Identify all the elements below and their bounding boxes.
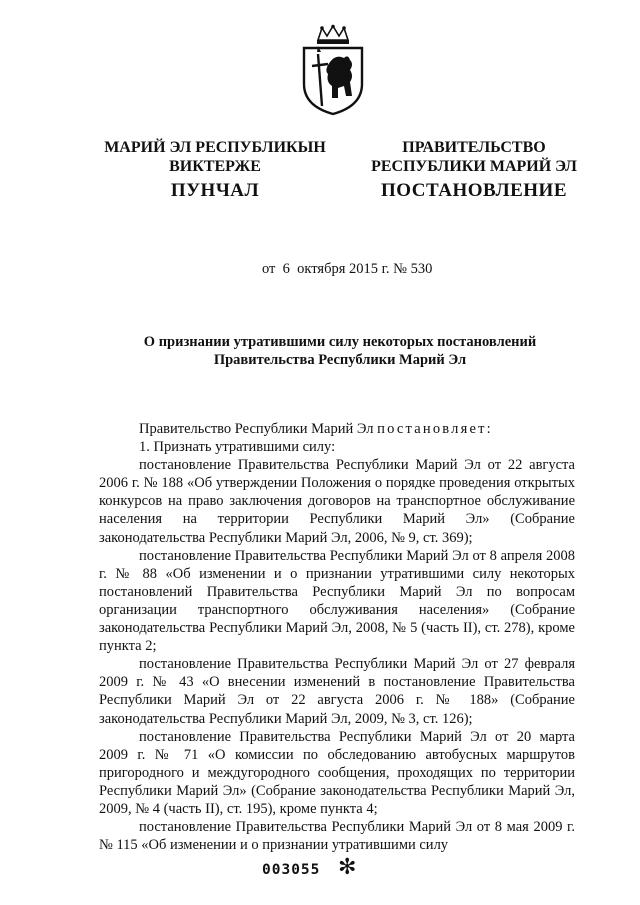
header-left — [90, 138, 340, 176]
document-title-line2: Правительства Республики Марий Эл — [213, 352, 467, 368]
header-right-line2: РЕСПУБЛИКИ МАРИЙ ЭЛ — [371, 158, 577, 175]
document-body — [99, 420, 575, 854]
date-number-line: от 6 октября 2015 г. № 530 — [262, 261, 433, 277]
header-right — [358, 138, 590, 176]
header-left-line1: МАРИЙ ЭЛ РЕСПУБЛИКЫН — [104, 139, 326, 156]
coat-of-arms-icon — [300, 24, 366, 116]
document-title-line1: О признании утратившими силу некоторых постановлений — [143, 334, 537, 350]
item-1: 1. Признать утратившими силу: — [139, 439, 336, 456]
body-paragraph: постановление Правительства Республики Марий Эл от 8 апреля 2008 г. № 88 «Об изменении и о признании утратившими силу некоторых постановлений Правительства Республики Марий Эл по вопросам организации транспортного обслуживания населения» (Собрание законодательства Республики Марий Эл, 2008, № 5 (часть II), ст. 278), кроме пункта 2; — [99, 547, 575, 655]
body-paragraph: постановление Правительства Республики Марий Эл от 20 марта 2009 г. № 71 «О комиссии по обследованию автобусных маршрутов пригородного и междугородного сообщения, проходящих по территории Республики Марий Эл» (Собрание законодательства Республики Марий Эл, 2009, № 4 (часть II), ст. 195), кроме пункта 4; — [99, 728, 575, 817]
doc-type-left: ПУНЧАЛ — [170, 180, 260, 201]
intro-resolves: постановляет: — [377, 421, 493, 437]
intro-paragraph — [99, 420, 575, 438]
body-paragraph: постановление Правительства Республики Марий Эл от 8 мая 2009 г. № 115 «Об изменении и о признании утратившими силу — [99, 819, 575, 854]
header-right-line1: ПРАВИТЕЛЬСТВО — [402, 139, 546, 156]
document-title — [100, 333, 580, 369]
body-paragraph: постановление Правительства Республики Марий Эл от 27 февраля 2009 г. № 43 «О внесении изменений в постановление Правительства Республики Марий Эл от 22 августа 2006 г. № 188» (Собрание законодательства Республики Марий Эл, 2009, № 3, ст. 126); — [99, 656, 575, 727]
body-paragraph: постановление Правительства Республики Марий Эл от 22 августа 2006 г. № 188 «Об утверждении Положения о порядке проведения открытых конкурсов на право заключения договоров на транспортное обслуживание населения на территории Республики Марий Эл» (Собрание законодательства Республики Марий Эл, 2006, № 9, ст. 369); — [99, 457, 575, 546]
doc-type-right: ПОСТАНОВЛЕНИЕ — [380, 180, 568, 201]
asterisk-mark-icon: ✻ — [338, 855, 357, 880]
serial-number: 003055 — [262, 862, 321, 878]
header-left-line2: ВИКТЕРЖЕ — [169, 158, 261, 175]
intro-prefix: Правительство Республики Марий Эл — [139, 421, 378, 437]
